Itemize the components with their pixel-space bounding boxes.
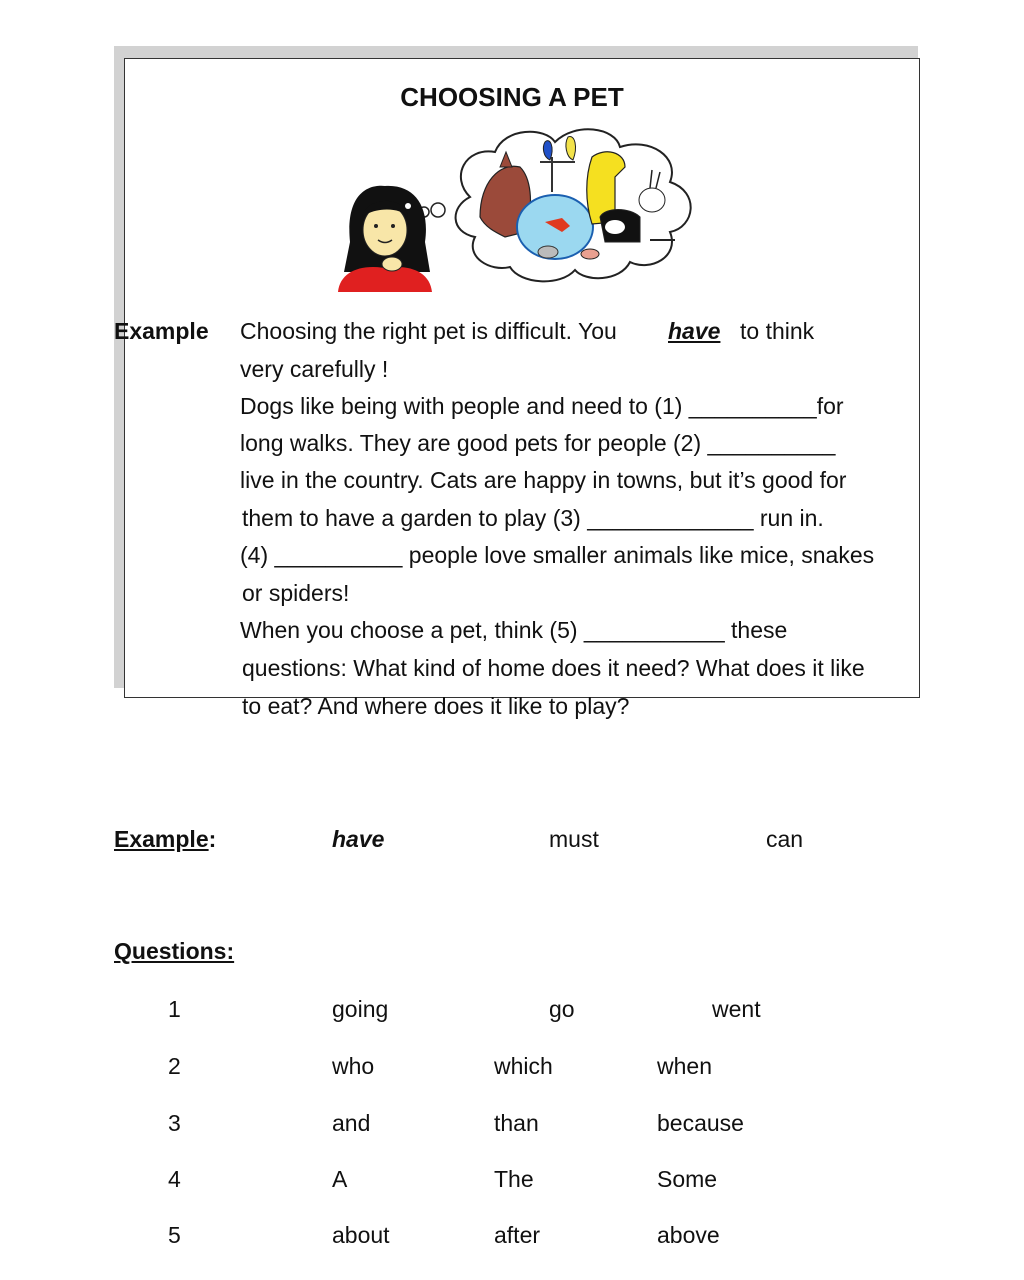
passage-line-10: questions: What kind of home does it need? What does it like (242, 655, 865, 681)
page-title: CHOOSING A PET (400, 82, 624, 112)
passage-line-1b: to think (740, 318, 815, 344)
passage-line-6: them to have a garden to play (3) _____________ run in. (242, 505, 824, 531)
passage-line-11: to eat? And where does it like to play? (242, 693, 630, 719)
question-number: 3 (168, 1110, 181, 1136)
passage-line-1a: Choosing the right pet is difficult. You (240, 318, 617, 344)
question-option: go (549, 996, 575, 1022)
passage-line-5: live in the country. Cats are happy in towns, but it’s good for (240, 467, 847, 493)
question-option: after (494, 1222, 541, 1248)
question-option: when (657, 1053, 712, 1079)
question-option: going (332, 996, 389, 1022)
example-label: Example (114, 318, 209, 344)
question-option: The (494, 1166, 534, 1192)
question-option: who (332, 1053, 375, 1079)
question-number: 1 (168, 996, 181, 1022)
questions-heading: Questions: (114, 938, 235, 964)
question-option: about (332, 1222, 390, 1248)
question-option: and (332, 1110, 371, 1136)
question-number: 2 (168, 1053, 181, 1079)
passage-line-7: (4) __________ people love smaller animals like mice, snakes (240, 542, 875, 568)
girl-thinking-of-pets-illustration (330, 122, 710, 307)
example-row-label: Example: (114, 826, 217, 852)
question-option: Some (657, 1166, 718, 1192)
passage-line-4: long walks. They are good pets for people (2) __________ (240, 430, 836, 456)
question-option: because (657, 1110, 744, 1136)
passage-line-3: Dogs like being with people and need to (1) __________for (240, 393, 844, 419)
question-option: A (332, 1166, 348, 1192)
question-option: which (494, 1053, 553, 1079)
question-option: than (494, 1110, 539, 1136)
example-answer: have (668, 318, 721, 344)
passage-line-9: When you choose a pet, think (5) ___________ these (240, 617, 788, 643)
question-number: 4 (168, 1166, 181, 1192)
example-option-1: have (332, 826, 385, 852)
example-option-2: must (549, 826, 599, 852)
question-option: went (712, 996, 761, 1022)
passage-line-2: very carefully ! (240, 356, 389, 382)
passage-line-8: or spiders! (242, 580, 350, 606)
example-option-3: can (766, 826, 804, 852)
question-number: 5 (168, 1222, 181, 1248)
question-option: above (657, 1222, 720, 1248)
